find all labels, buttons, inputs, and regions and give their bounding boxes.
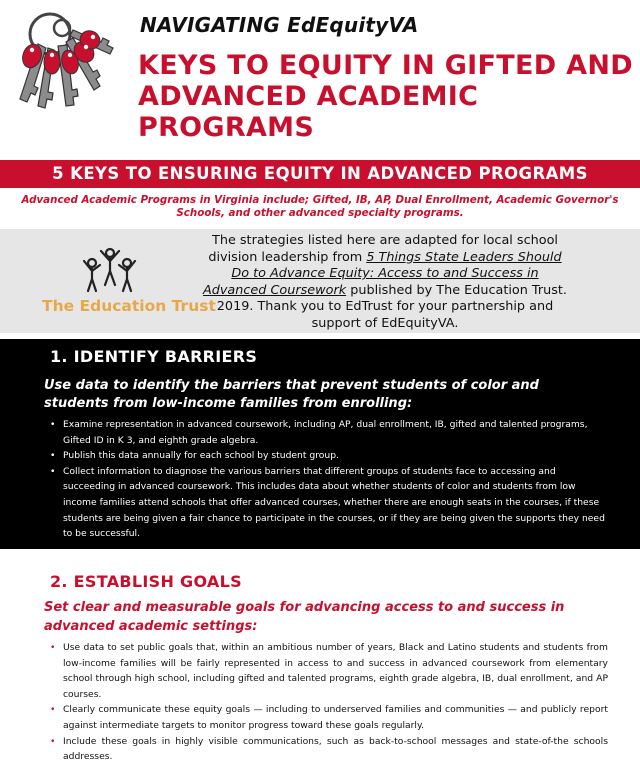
bullet-item: • Clearly communicate these equity goals — including to underserved families and communities — and publicly report against intermediate targets to monitor progress toward these goals regularly. [48, 702, 608, 733]
section-banner: 5 KEYS TO ENSURING EQUITY IN ADVANCED PROGRAMS [0, 160, 640, 188]
bullet-list [48, 640, 608, 765]
section-subheading: Set clear and measurable goals for advancing access to and success in advanced academic settings: [44, 600, 565, 634]
bullet-item: • Publish this data annually for each school by student group. [48, 448, 608, 464]
education-trust-logo [30, 239, 216, 327]
attribution-lead: The strategies listed here are adapted for local school division leadership from [208, 233, 558, 265]
page-header [0, 0, 640, 160]
intro-text: Advanced Academic Programs in Virginia include; Gifted, IB, AP, Dual Enrollment, Academic Governor's Schools, and other advanced specialty programs. [21, 194, 619, 219]
section-establish-goals [0, 560, 640, 783]
bullet-item: • Include these goals in highly visible communications, such as back-to-school messages and state-of-the schools addresses. [48, 734, 608, 765]
header-kicker: NAVIGATING EdEquityVA [140, 13, 419, 37]
attribution-tail: published by The Education Trust. 2019. Thank you to EdTrust for your partnership and support of EdEquityVA. [216, 282, 567, 331]
bullet-item: • Use data to set public goals that, within an ambitious number of years, Black and Latino students and students from low-income families will be fairly represented in access to and success in advanced coursework from elementary school through high school, including gifted and talented programs, eighth grade algebra, IB, dual enrollment, and AP courses. [48, 640, 608, 702]
bullet-item: • Collect information to diagnose the various barriers that different groups of students face to accessing and succeeding in advanced coursework. This includes data about whether students of color and students from low income families attend schools that offer advanced courses, whether there are enough seats in the courses, if these students are being given a fair chance to participate in the courses, or if they are being given the supports they need to be successful. [48, 464, 608, 542]
bullet-item: • Examine representation in advanced coursework, including AP, dual enrollment, IB, gifted and talented programs, Gifted ID in K 3, and eighth grade algebra. [48, 417, 608, 448]
education-trust-name: The Education Trust [42, 297, 216, 315]
people-figures-icon [80, 245, 140, 295]
page-title: KEYS TO EQUITY IN GIFTED AND ADVANCED ACADEMIC PROGRAMS [138, 50, 633, 143]
education-trust-panel [0, 229, 640, 333]
section-heading: 1. IDENTIFY BARRIERS [50, 347, 258, 366]
attribution-text [200, 233, 570, 333]
section-subheading: Use data to identify the barriers that prevent students of color and students from low-income families from enrolling: [44, 378, 539, 411]
section-heading: 2. ESTABLISH GOALS [50, 572, 242, 591]
keys-illustration [8, 6, 128, 121]
bullet-list [48, 417, 608, 542]
source-link[interactable]: 5 Things State Leaders Should Do to Advance Equity: Access to and Success in Advanced Coursework [202, 249, 562, 298]
section-identify-barriers [0, 339, 640, 549]
